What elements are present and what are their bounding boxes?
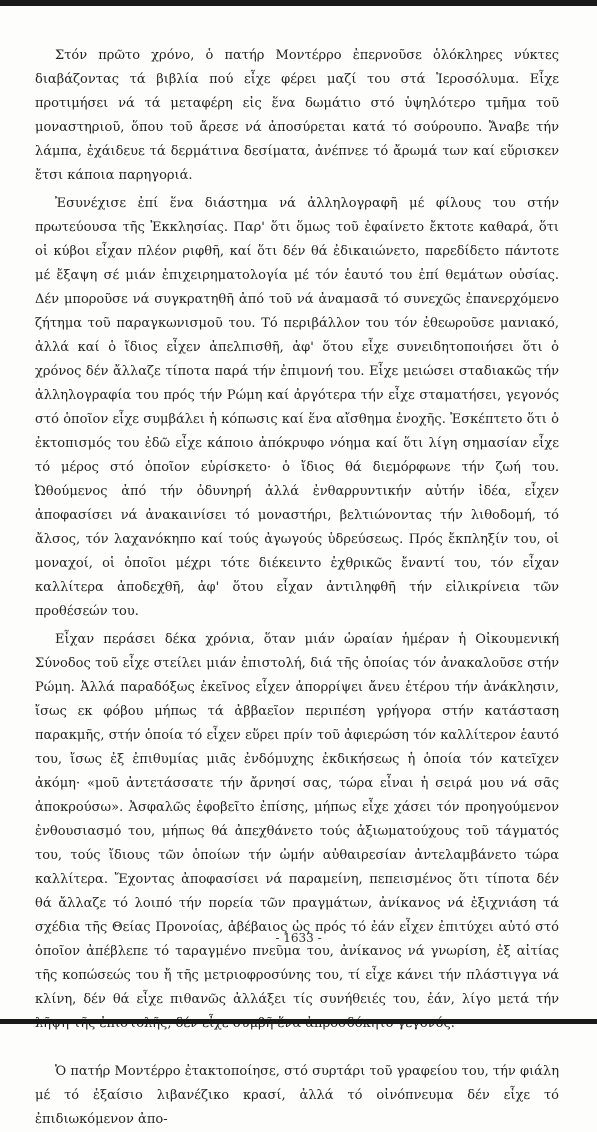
paragraph-3: Εἶχαν περάσει δέκα χρόνια, ὅταν μιάν ὡραίαν ἡμέραν ἡ Οἰκουμενική Σύνοδος τοῦ εἶχε στείλει μιάν ἐπιστολή, διά τῆς ὁποίας τόν ἀνακαλοῦσε στήν Ρώμη. Ἀλλά παραδόξως ἐκεῖνος εἶχεν ἀπορρίψει ἄνευ ἑτέρου τήν ἀνάκλησιν, ἴσως εκ φόβου μήπως τά ἀββαεῖον περιπέση γρήγορα στήν κατάσταση παρακμῆς, στήν ὁποία τό εἶχεν εὕρει πρίν τοῦ ἀφιερώση τόν καλλίτερον ἑαυτό του, ἴσως ἐξ ἐπιθυμίας μιᾶς ἐνδόμυχης ἐκδικήσεως ἡ ὁποία τόν κατεῖχεν ἀκόμη· «μοῦ ἀντετάσσατε τήν ἄρνησί σας, τώρα εἶναι ἡ σειρά μου νά σᾶς ἀποκρούσω». Ἀσφαλῶς ἐφοβεῖτο ἐπίσης, μήπως εἶχε χάσει τόν προηγούμενον ἐνθουσιασμό του, μήπως θά ἀπεχθάνετο τούς ἀξιωματούχους τοῦ τάγματός του, τούς ἴδιους τῶν ὁποίων τήν ὠμήν αὐθαιρεσίαν ἀντελαμβάνετο τώρα καλλίτερα. Ἔχοντας ἀποφασίσει νά παραμείνη, πεπεισμένος ὅτι τίποτα δέν θά ἄλλαζε τό λοιπό τήν πορεία τῶν πραγμάτων, ἀνίκανος νά ἐξιχνιάση τά σχέδια τῆς Θείας Προνοίας, ἀβέβαιος ὡς πρός τό ἐάν εἶχεν ἐπιτύχει αὐτό στό ὁποῖον ἀπέβλεπε τό ταραγμένο πνεῦμα του, ἀνίκανος νά γνωρίση, ἐξ αἰτίας τῆς κοπώσεώς του ἤ τῆς μετριοφροσύνης του, τί εἶχε κάνει τήν πλάστιγγα νά κλίνη, δέν θά εἶχε πιθανῶς ἀλλάξει τίς συνήθειές του, ἐάν, λίγο μετά τήν [35, 632, 559, 1007]
scan-edge-bottom [0, 1019, 597, 1024]
paragraph-1: Στόν πρῶτο χρόνο, ὁ πατήρ Μοντέρρο ἐπερνοῦσε ὁλόκληρες νύκτες διαβάζοντας τά βιβλία πού εἶχε φέρει μαζί του στά Ἱεροσόλυμα. Εἶχε προτιμήσει νά τά μεταφέρη εἰς ἕνα δωμάτιο στό ὑψηλότερο τμῆμα τοῦ μοναστηριοῦ, ὅπου τοῦ ἄρεσε νά ἀποσύρεται κατά τό σούρουπο. Ἄναβε τήν λάμπα, ἐχάιδευε τά δερμάτινα δεσίματα, ἀνέπνεε τό ἄρωμά των καί εὕρισκεν ἔτσι κάποια παρηγοριά. [35, 48, 559, 183]
paragraph-4: Ὁ πατήρ Μοντέρρο ἐτακτοποίησε, στό συρτάρι τοῦ γραφείου του, τήν φιάλη μέ τό ἐξαίσιο λιβανέζικο κρασί, ἀλλά τό οἰνόπνευμα δέν εἶχε τό ἐπιδιωκόμενον ἀπο- [35, 1064, 559, 1127]
page-number: - 1633 - [275, 931, 322, 945]
scan-edge-top [0, 0, 597, 6]
body-text [35, 44, 559, 1132]
paragraph-2: Ἐσυνέχισε ἐπί ἕνα διάστημα νά ἀλληλογραφῆ μέ φίλους του στήν πρωτεύουσα τῆς Ἐκκλησίας. Παρ' ὅτι ὅμως τοῦ ἐφαίνετο ἔκτοτε καθαρά, ὅτι οἱ κύβοι εἶχαν πλέον ριφθῆ, καί ὅτι δέν θά ἐδικαιώνετο, παρεδίδετο πάντοτε μέ ἔξαψη σέ μιάν ἐπιχειρηματολογία μέ τόν ἑαυτό του ἐπί θεμάτων οὐσίας. Δέν μποροῦσε νά συγκρατηθῆ ἀπό τοῦ νά ἀναμασᾶ τό συνεχῶς ἐπανερχόμενο ζήτημα τοῦ παραγκωνισμοῦ του. Τό περιβάλλον του τόν ἐθεωροῦσε μανιακό, ἀλλά καί ὁ ἴδιος εἶχεν ἀπελπισθῆ, ἀφ' ὅτου εἶχε συνειδητοποιήσει ὅτι ὁ χρόνος δέν ἄλλαζε τίποτα παρά τήν ἐπιμονή του. Εἶχε μειώσει σταδιακῶς τήν ἀλληλογραφία του πρός τήν Ρώμη καί ἀργότερα τήν εἶχε σταματήσει, γεγονός στό ὁποῖον εἶχε συμβάλει ἡ κόπωσις καί ἕνα αἴσθημα ἐνοχῆς. Ἐσκέπτετο ὅτι ὁ ἐκτοπισμός του ἐδῶ εἶχε κάποιο ἀπόκρυφο νόημα καί ὅτι λίγη σημασίαν εἶχε τό μέρος στό ὁποῖον εὑρίσκετο· ὁ ἴδιος θά διεμόρφωνε τήν ζωή του. Ὠθούμενος ἀπό τήν ὀδυνηρή ἀλλά ἐνθαρρυντικήν αὐτήν ἰδέα, εἶχεν ἀποφασίσει νά ἀνακαινίσει τό μοναστήρι, βελτιώνοντας τήν λιθοδομή, τό ἄλσος, τόν λαχανόκηπο καί τούς ἀγωγούς ὑδρεύσεως. Πρός ἔκπληξίν του, οἱ μοναχοί, οἱ ὁποῖοι μέχρι τότε διέκειντο ἐχθρικῶς ἔναντί του, τόν εἶχαν καλλίτερα ἀποδεχθῆ, ἀφ' ὅτου εἶχαν ἀντιληφθῆ τήν εἰλικρίνεια τῶν προθέσεών του. [35, 196, 559, 619]
